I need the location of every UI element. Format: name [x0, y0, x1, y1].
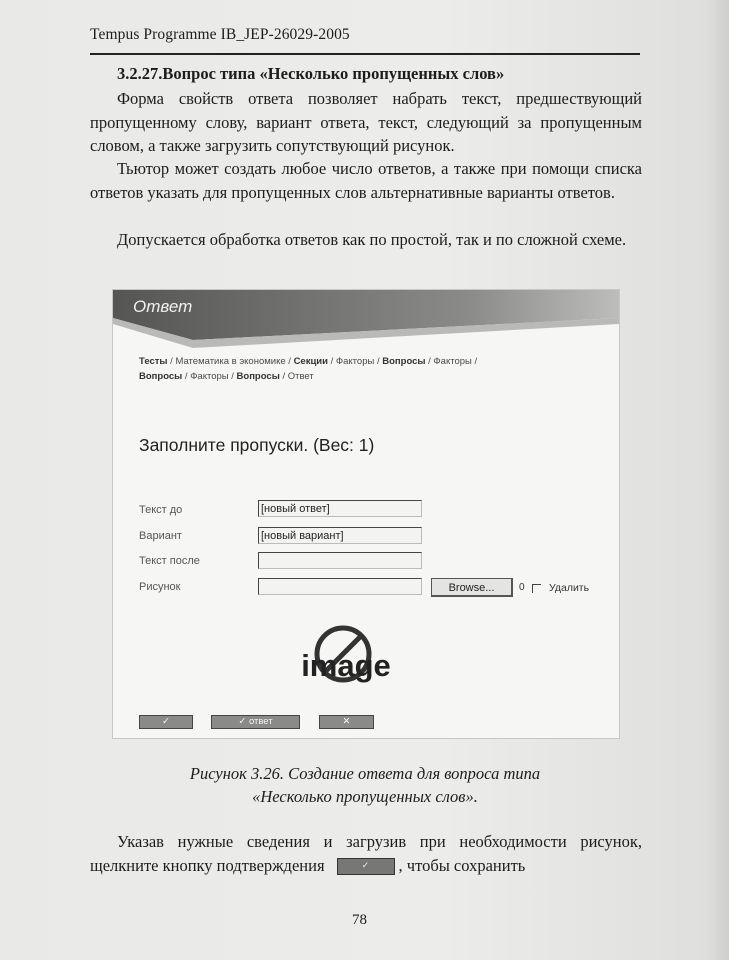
page-number: 78 [352, 912, 367, 928]
picture-file-input[interactable] [258, 578, 422, 595]
paragraph-1: Форма свойств ответа позволяет набрать текст, предшествующий пропущенному слову, вариант ответа, текст, следующий за пропущенным словом, а также загрузить сопутствующий рисунок. [90, 89, 642, 155]
breadcrumb-link[interactable]: Тесты [139, 356, 168, 367]
image-placeholder-text: image [301, 648, 391, 683]
variant-label: Вариант [139, 530, 182, 542]
question-title: Заполните пропуски. (Вес: 1) [139, 435, 375, 455]
breadcrumb-text: / Факторы / [327, 356, 383, 367]
browse-button[interactable]: Browse... [431, 578, 513, 597]
breadcrumb [139, 354, 609, 384]
breadcrumb-text: / Ответ [279, 371, 314, 382]
picture-label: Рисунок [139, 581, 181, 593]
delete-checkbox[interactable] [532, 584, 541, 593]
inline-confirm-button-icon: ✓ [337, 858, 395, 875]
confirm-button[interactable]: ✓ [139, 715, 193, 729]
breadcrumb-text: / Математика в экономике / [167, 356, 294, 367]
paragraph-2: Тьютор может создать любое число ответов, а также при помощи списка ответов указать для пропущенных слов альтернативные варианты ответов. [90, 159, 642, 202]
header-rule [90, 53, 640, 55]
banner-title: Ответ [133, 297, 193, 316]
running-header: Tempus Programme IB_JEP-26029-2005 [90, 26, 350, 43]
text-after-input[interactable] [258, 552, 422, 569]
breadcrumb-text: / Факторы / [182, 371, 237, 382]
page-edge-shadow [705, 0, 729, 960]
breadcrumb-link[interactable]: Секции [293, 356, 328, 367]
answer-button[interactable]: ✓ ответ [211, 715, 300, 729]
text-after-label: Текст после [139, 555, 200, 567]
text-before-label: Текст до [139, 504, 183, 516]
figure-screenshot [112, 289, 620, 739]
cancel-button[interactable]: ✕ [319, 715, 374, 729]
delete-label: Удалить [549, 582, 590, 594]
text-before-input[interactable]: [новый ответ] [258, 500, 422, 517]
paragraph-3: Допускается обработка ответов как по простой, так и по сложной схеме. [117, 230, 627, 249]
variant-input[interactable]: [новый вариант] [258, 527, 422, 544]
file-size-value: 0 [519, 582, 525, 593]
breadcrumb-text: / Факторы / [425, 356, 478, 367]
breadcrumb-link[interactable]: Вопросы [382, 356, 426, 367]
breadcrumb-link[interactable]: Вопросы [236, 371, 280, 382]
paragraph-4-start: Указав нужные сведения и загрузив при необходимости рисунок, щелкните кнопку подтверждения [90, 832, 642, 875]
figure-caption-line-1: Рисунок 3.26. Создание ответа для вопроса типа [189, 764, 541, 783]
breadcrumb-link[interactable]: Вопросы [139, 371, 183, 382]
image-placeholder-icon [283, 624, 423, 694]
paragraph-4-end: , чтобы сохранить [398, 855, 526, 875]
paragraph-4 [90, 830, 642, 877]
figure-caption-line-2: «Несколько пропущенных слов». [252, 787, 478, 806]
section-heading: 3.2.27.Вопрос типа «Несколько пропущенных слов» [117, 64, 505, 83]
